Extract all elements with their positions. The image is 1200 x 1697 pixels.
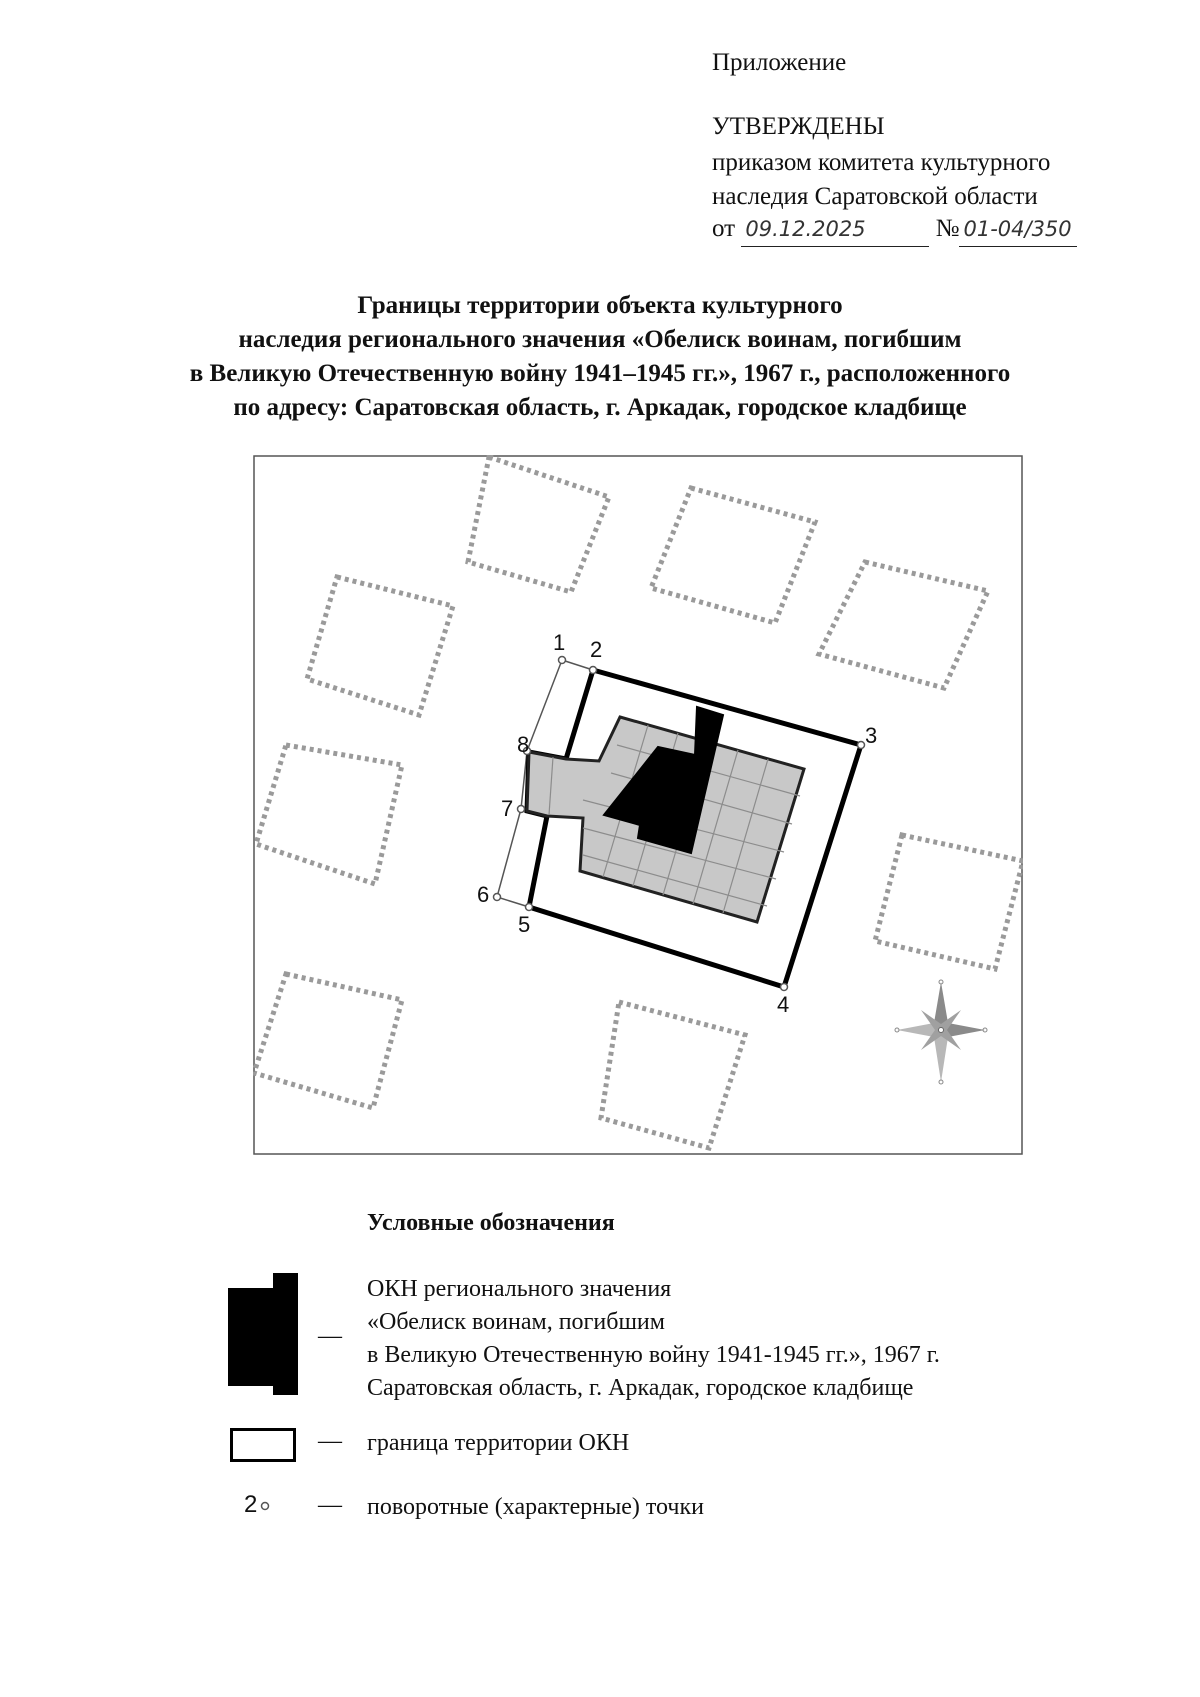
point-label-1: 1 bbox=[553, 630, 566, 655]
turning-point bbox=[781, 984, 788, 991]
legend-object-line-1: ОКН регионального значения bbox=[367, 1276, 672, 1302]
legend-heading: Условные обозначения bbox=[367, 1210, 615, 1236]
order-line-1: приказом комитета культурного bbox=[712, 149, 1051, 176]
legend-point-number: 2 bbox=[244, 1491, 258, 1518]
point-label-3: 3 bbox=[865, 723, 878, 748]
legend-object-line-4: Саратовская область, г. Аркадак, городское кладбище bbox=[367, 1375, 914, 1401]
title-line-4: по адресу: Саратовская область, г. Аркадак, городское кладбище bbox=[233, 394, 967, 421]
title-line-1: Границы территории объекта культурного bbox=[357, 292, 843, 319]
appendix-label: Приложение bbox=[712, 49, 847, 76]
turning-point bbox=[526, 904, 533, 911]
turning-point bbox=[518, 806, 525, 813]
legend-points-label: поворотные (характерные) точки bbox=[367, 1494, 705, 1520]
handwritten-date: 09.12.2025 bbox=[741, 213, 929, 247]
legend-boundary-symbol bbox=[230, 1428, 296, 1462]
point-label-2: 2 bbox=[590, 637, 603, 662]
legend-object-symbol bbox=[228, 1273, 298, 1395]
point-label-6: 6 bbox=[477, 882, 490, 907]
legend-object-line-3: в Великую Отечественную войну 1941-1945 гг.», 1967 г. bbox=[367, 1342, 940, 1368]
legend-object-line-2: «Обелиск воинам, погибшим bbox=[367, 1309, 665, 1335]
order-date-number bbox=[712, 212, 1077, 247]
legend-point-symbol bbox=[244, 1491, 271, 1519]
title-line-2: наследия регионального значения «Обелиск воинам, погибшим bbox=[238, 326, 962, 353]
point-label-5: 5 bbox=[518, 912, 531, 937]
number-prefix: № bbox=[935, 215, 960, 242]
legend-dash: — bbox=[318, 1492, 342, 1518]
handwritten-number: 01-04/350 bbox=[959, 213, 1077, 247]
title-line-3: в Великую Отечественную войну 1941–1945 гг.», 1967 г., расположенного bbox=[189, 360, 1011, 387]
boundary-map bbox=[253, 455, 1023, 1155]
order-line-2: наследия Саратовской области bbox=[712, 183, 1038, 210]
date-prefix: от bbox=[712, 215, 736, 242]
turning-point bbox=[590, 667, 597, 674]
point-label-7: 7 bbox=[501, 796, 514, 821]
legend-boundary-label: граница территории ОКН bbox=[367, 1430, 630, 1456]
approved-label: УТВЕРЖДЕНЫ bbox=[712, 113, 885, 140]
legend-dash: — bbox=[318, 1428, 342, 1454]
legend-dash: — bbox=[318, 1323, 342, 1349]
turning-point bbox=[559, 657, 566, 664]
turning-point bbox=[494, 894, 501, 901]
point-label-4: 4 bbox=[777, 992, 790, 1017]
turning-point bbox=[858, 742, 865, 749]
point-label-8: 8 bbox=[517, 732, 530, 757]
turning-point-icon bbox=[259, 1500, 271, 1512]
